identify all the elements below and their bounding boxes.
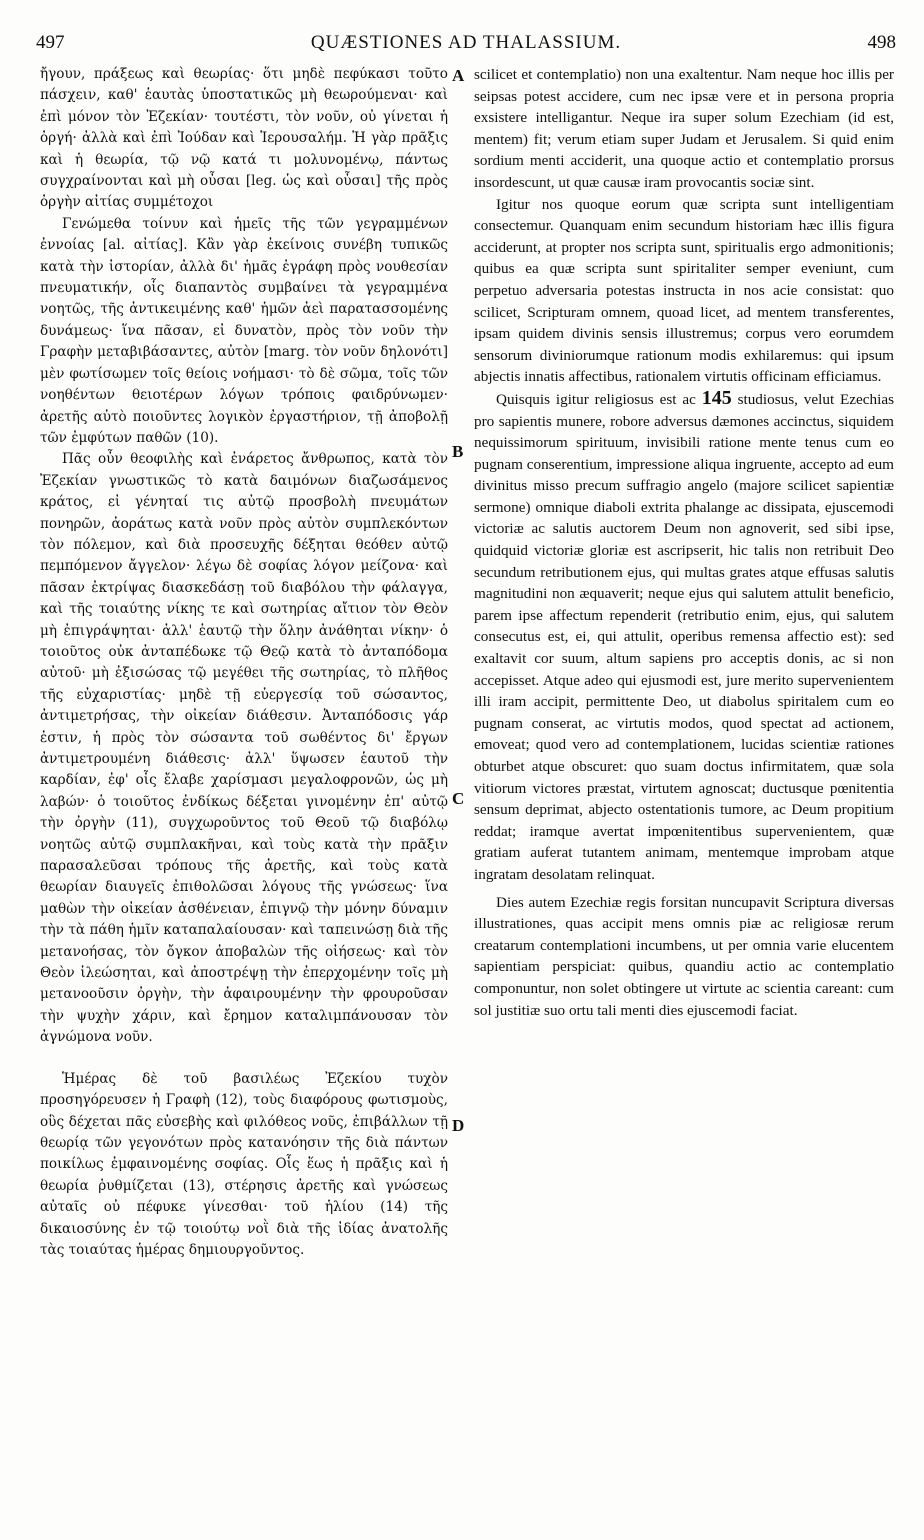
latin-paragraph: Dies autem Ezechiæ regis forsitan nuncupavit Scriptura diversas illustrationes, quas accipit mens omnis piæ ac religiosæ rerum creatarum contemplationi incumbens, ut per omnia varie elucentem sapientiam perspiciat: quibus, quandiu actio ac contemplatio componuntur, non solet obtingere ut virtute ac scientia careant: cum sol justitiæ suo ortu tali menti dies ejuscemodi faciat. bbox=[474, 893, 894, 1019]
greek-paragraph: Γενώμεθα τοίνυν καὶ ἡμεῖς τῆς τῶν γεγραμμένων ἐννοίας [al. αἰτίας]. Κἂν γὰρ ἐκείνοις συνέβη τυπικῶς κατὰ τὴν ἱστορίαν, ἀλλὰ δι' ἡμᾶς ἐγράφη πρὸς νουθεσίαν πνευματικήν, οἷς διαπαντὸς συμβαίνει τὰ γεγραμμένα νοητῶς, τῆς ἀντικειμένης καθ' ἡμῶν ἀεὶ παρατασσομένης δυνάμεως· ἵνα πᾶσαν, εἰ δυνατὸν, πρὸς τὸν νοῦν τὴν Γραφὴν μεταβιβάσαντες, αὐτὸν [marg. τὸν νοῦν δηλονότι] μὲν φωτίσωμεν τοῖς θείοις νοήμασι· τὸ δὲ σῶμα, τοῖς τῶν νοηθέντων θειοτέρων λόγων τρόποις φαιδρύνωμεν· ἀρετῆς αὐτὸ ποιοῦντες λογικὸν ἐργαστήριον, τῇ ἀποβολῇ τῶν ἐμφύτων παθῶν (10). bbox=[40, 215, 448, 446]
greek-paragraph: ἤγουν, πράξεως καὶ θεωρίας· ὅτι μηδὲ πεφύκασι τοῦτο πάσχειν, καθ' ἑαυτὰς ὑποστατικῶς μὴ θεωρούμεναι· καὶ ἐπὶ μόνον τὸν Ἐζεκίαν· τουτέστι, τὸν νοῦν, οὐ γίνεται ἡ ὀργή· ἀλλὰ καὶ ἐπὶ Ἰούδαν καὶ Ἱερουσαλήμ. Ἡ γὰρ πρᾶξις καὶ ἡ θεωρία, τῷ νῷ κατά τι μολυνομένῳ, πάντως συγχραίνονται καὶ μὴ οὖσαι [leg. ὡς καὶ οὖσαι] τῆς πρὸς ὀργὴν αἰτίας συμμέτοχοι bbox=[40, 66, 448, 211]
margin-letter-b: B bbox=[452, 442, 464, 461]
latin-paragraph bbox=[474, 388, 894, 886]
latin-text: studiosus, velut Ezechias pro sapientis munere, robore adversus dæmones accinctus, siquidem nequissimorum spirituum, invisibili ratione mente tenus cum eo pugnam conserentium, impressione aliqua ingruente, accepto ad eum divinitus misso precum suffragio angelo (majore scilicet sapientiæ sermone) omnique diaboli extrita phalange ac dissipata, ejuscemodi victoriæ ac salutis auctorem Deum non agnoverit, sed sibi ipse, quidquid victoriæ gloriæ est ascripserit, hic talis non retribuit Deo secundum retributionem ejus, qui multas grates atque effusas salutis magnitudini non æquaverit; neque ejus qui salutem attulit beneficio, parem ipse affectum rependerit (retributio enim, ejus, qui salutem consecutus est, ei, qui attulit, operibus remensa affectio est): sed exaltavit cor suum, altum sapiens pro acceptis donis, ac si non accepisset. Atque adeo qui ejusmodi est, jure merito supervenientem illi iram accipit, permittente Deo, ut diabolus spiritalem cum eo pugnam conserat, ac virtutis modos, quod spectat ad actionem, emoveat; quod vero ad contemplationem, lucidas scientiæ rationes obturbet atque obscuret: quo suam doctus infirmitatem, quæ sola vitiorum victores præstat, virtutem agnoscat; ductusque pœnitentia sensum deprimat, abjecto ostentationis tumore, ac Deum propitium reddat; iramque avertat impœnitentibus supervenientem, quæ gratiam auferat tutantem animam, mentemque improbam atque ingratam desolatam relinquat. bbox=[474, 390, 894, 883]
greek-paragraph: Πᾶς οὖν θεοφιλὴς καὶ ἐνάρετος ἄνθρωπος, κατὰ τὸν Ἐζεκίαν γνωστικῶς τὸ κατὰ δαιμόνων διαζωσάμενος κράτος, εἰ γένηταί τις αὐτῷ προσβολὴ πνευμάτων πονηρῶν, ἀοράτως κατὰ νοῦν πρὸς αὐτὸν συμπλεκόντων τὸν πόλεμον, καὶ διὰ προσευχῆς δέξηται θεόθεν αὐτῷ πεμπόμενον ἄγγελον· λέγω δὲ σοφίας λόγον μείζονα· καὶ πᾶσαν ἐκτρίψας διασκεδάσῃ τοῦ διαβόλου τὴν φάλαγγα, καὶ τῆς τοιαύτης νίκης τε καὶ σωτηρίας αἴτιον τὸν Θεὸν μὴ ἐπιγράψηται· ἀλλ' ἑαυτῷ τὴν ὅλην ἀνάθηται νίκην· ὁ τοιοῦτος οὐκ ἀνταπέδωκε τῷ Θεῷ κατὰ τὸ ἀνταπόδομα αὐτοῦ· μὴ ἐξισώσας τῷ μεγέθει τῆς σωτηρίας, τὸ πλῆθος τῆς εὐχαριστίας· μηδὲ τῇ εὐεργεσίᾳ τοῦ σώσαντος, ἀντιμετρήσας, τὴν οἰκείαν διάθεσιν. Ἀνταπόδοσις γάρ ἐστιν, ἡ πρὸς τὸν σώσαντα τοῦ σωθέντος δι' ἔργων ἀντιμετρουμένη διάθεσις· ἀλλ' ὕψωσεν ἑαυτοῦ τὴν καρδίαν, ἐφ' οἷς ἔλαβε χαρίσμασι μεγαλοφρονῶν, ὡς μὴ λαβών· ὁ τοιοῦτος ἐνδίκως δέξεται γινομένην ἐπ' αὐτῷ τὴν ὀργὴν (11), συγχωροῦντος τοῦ Θεοῦ τῷ διαβόλῳ νοητῶς αὐτῷ συμπλακῆναι, καὶ τοὺς κατὰ τὴν πρᾶξιν παρασαλεῦσαι τρόπους τῆς ἀρετῆς, καὶ τοὺς κατὰ θεωρίαν διαυγεῖς ἐπιθολῶσαι λόγους τῆς γνώσεως· ἵνα μαθὼν τὴν οἰκείαν ἀσθένειαν, ἐπιγνῷ τὴν μόνην δύναμιν τὴν τὰ πάθη ἡμῖν καταπαλαίουσαν· καὶ ταπεινώσῃ διὰ τῆς μετανοήσας, τὸν ὄγκον ἀποβαλὼν τῆς οἰήσεως· καὶ τὸν Θεὸν ἱλεώσηται, καὶ ἀποστρέψῃ τὴν ἐπερχομένην τοῖς μὴ μετανοοῦσιν ὀργὴν, τὴν ἀφαιρουμένην τὴν φρουροῦσαν τὴν ψυχὴν χάριν, καὶ ἔρημον καταλιμπάνουσαν τὸν ἀγνώμονα νοῦν. bbox=[40, 451, 448, 1046]
latin-column bbox=[474, 64, 894, 1021]
greek-paragraph: Ἡμέρας δὲ τοῦ βασιλέως Ἐζεκίου τυχὸν προσηγόρευσεν ἡ Γραφὴ (12), τοὺς διαφόρους φωτισμοὺς, οὓς δέχεται πᾶς εὐσεβὴς καὶ φιλόθεος νοῦς, ἐπιβάλλων τῇ θεωρίᾳ τῶν γεγονότων πρὸς κατανόησιν τῆς διὰ πάντων ποικίλως ἐμφαινομένης σοφίας. Οἷς ἕως ἡ πρᾶξις καὶ ἡ θεωρία ῥυθμίζεται (13), στέρησις ἀρετῆς καὶ γνώσεως αὐταῖς οὐ πέφυκε γίνεσθαι· τοῦ ἡλίου (14) τῆς δικαιοσύνης ἐν τῷ τοιούτῳ νοῒ διὰ τῆς ἰδίας ἀνατολῆς τὰς τοιαύτας ἡμέρας δημιουργοῦντος. bbox=[40, 1070, 448, 1258]
greek-column bbox=[40, 64, 448, 1261]
margin-letter-d: D bbox=[452, 1116, 465, 1135]
column-number: 145 bbox=[701, 386, 732, 409]
latin-paragraph: scilicet et contemplatio) non una exaltentur. Nam neque hoc illis per seipsas potest accidere, cum nec ipsæ vere et in persona propria exsistere intelligantur. Neque ira super solum Ezechiam (id est, mentem) fit; verum etiam super Judam et Jerusalem. Si quid enim sordium menti acciderit, una quoque actio et contemplatio prorsus insordescunt, ut quæ causæ iram provocantis sociæ sint. bbox=[474, 66, 894, 191]
latin-text: Quisquis igitur religiosus est ac bbox=[496, 390, 696, 408]
page-number-left: 497 bbox=[36, 32, 65, 53]
margin-letter-a: A bbox=[452, 66, 465, 85]
running-header bbox=[36, 32, 896, 56]
page-number-right: 498 bbox=[867, 32, 896, 53]
running-title: QUÆSTIONES AD THALASSIUM. bbox=[310, 32, 622, 53]
latin-paragraph: Igitur nos quoque eorum quæ scripta sunt intelligentiam consectemur. Quanquam enim secundum historiam hæc illis figura acciderunt, at propter nos scripta sunt, spiritualis ergo admonitionis; quibus ea quæ scripta sunt spiritaliter semper eveniunt, cum perpetuo adversaria potestas instructa in nos acie consistat: quo scilicet, Scripturam omnem, quoad licet, ad mentem transferentes, ipsam quidem divinis sensis illustremus; corpus vero eorumdem sensorum diviniorumque rationum modis exhilaremus: qui ipsum abjectis innatis affectibus, rationalem virtutis officinam efficiamus. bbox=[474, 195, 894, 386]
margin-letter-c: C bbox=[452, 789, 465, 808]
